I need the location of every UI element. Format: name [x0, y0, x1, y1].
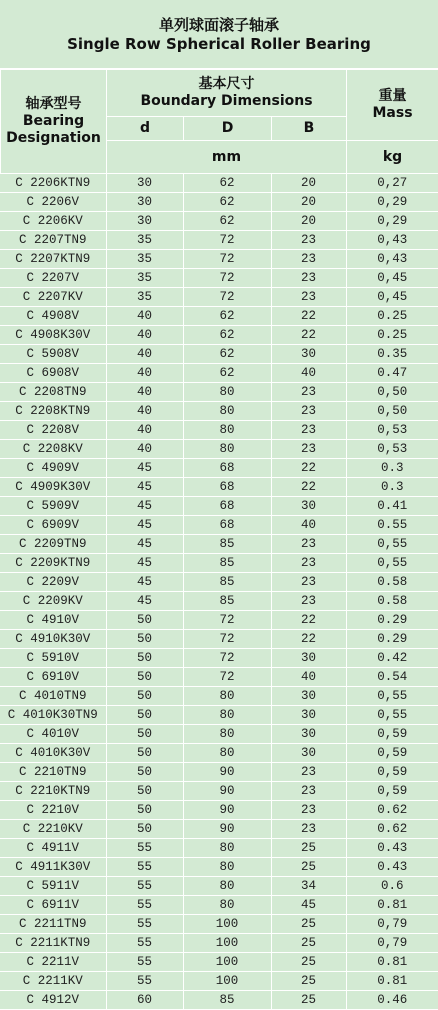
cell-designation: C 2211V [0, 953, 106, 972]
cell-designation: C 2207KV [0, 288, 106, 307]
cell-B: 25 [271, 915, 346, 934]
table-row [0, 896, 438, 915]
table-row [0, 763, 438, 782]
cell-D: 68 [183, 497, 271, 516]
cell-designation: C 4908K30V [0, 326, 106, 345]
cell-d: 45 [106, 592, 183, 611]
cell-designation: C 6909V [0, 516, 106, 535]
table-row [0, 725, 438, 744]
mass-header [347, 70, 438, 141]
cell-D: 62 [183, 193, 271, 212]
cell-B: 23 [271, 554, 346, 573]
table-row [0, 592, 438, 611]
cell-designation: C 2209KV [0, 592, 106, 611]
dimensions-header-en: Boundary Dimensions [140, 93, 313, 109]
cell-D: 100 [183, 972, 271, 991]
table-row [0, 231, 438, 250]
cell-mass: 0.58 [346, 592, 438, 611]
cell-d: 40 [106, 364, 183, 383]
cell-B: 22 [271, 326, 346, 345]
cell-d: 55 [106, 877, 183, 896]
table-row [0, 953, 438, 972]
cell-mass: 0,50 [346, 383, 438, 402]
cell-d: 55 [106, 972, 183, 991]
cell-d: 30 [106, 212, 183, 231]
cell-D: 80 [183, 896, 271, 915]
cell-B: 23 [271, 573, 346, 592]
cell-D: 72 [183, 611, 271, 630]
cell-d: 35 [106, 269, 183, 288]
cell-D: 80 [183, 725, 271, 744]
cell-d: 50 [106, 782, 183, 801]
cell-D: 85 [183, 991, 271, 1010]
cell-designation: C 2207V [0, 269, 106, 288]
cell-mass: 0,27 [346, 174, 438, 193]
cell-d: 50 [106, 649, 183, 668]
cell-designation: C 2210TN9 [0, 763, 106, 782]
cell-mass: 0,29 [346, 212, 438, 231]
cell-d: 55 [106, 896, 183, 915]
cell-mass: 0.58 [346, 573, 438, 592]
col-header-d: d [107, 117, 184, 141]
cell-mass: 0.81 [346, 953, 438, 972]
cell-D: 80 [183, 402, 271, 421]
cell-d: 45 [106, 573, 183, 592]
table-row [0, 801, 438, 820]
cell-designation: C 2208V [0, 421, 106, 440]
cell-B: 45 [271, 896, 346, 915]
cell-D: 68 [183, 516, 271, 535]
cell-mass: 0.6 [346, 877, 438, 896]
cell-B: 34 [271, 877, 346, 896]
cell-mass: 0.81 [346, 896, 438, 915]
cell-designation: C 2207TN9 [0, 231, 106, 250]
table-row [0, 782, 438, 801]
cell-mass: 0,53 [346, 440, 438, 459]
cell-D: 85 [183, 535, 271, 554]
cell-mass: 0,79 [346, 915, 438, 934]
cell-D: 62 [183, 212, 271, 231]
cell-d: 45 [106, 535, 183, 554]
cell-B: 23 [271, 402, 346, 421]
cell-D: 90 [183, 782, 271, 801]
cell-designation: C 2208TN9 [0, 383, 106, 402]
cell-D: 90 [183, 801, 271, 820]
cell-designation: C 5909V [0, 497, 106, 516]
cell-d: 50 [106, 801, 183, 820]
table-row [0, 972, 438, 991]
cell-mass: 0,55 [346, 554, 438, 573]
cell-B: 23 [271, 269, 346, 288]
unit-mm: mm [107, 141, 347, 174]
cell-B: 23 [271, 763, 346, 782]
cell-d: 60 [106, 991, 183, 1010]
cell-mass: 0,55 [346, 535, 438, 554]
cell-d: 55 [106, 839, 183, 858]
cell-mass: 0,50 [346, 402, 438, 421]
cell-D: 72 [183, 288, 271, 307]
cell-B: 30 [271, 706, 346, 725]
table-row [0, 554, 438, 573]
cell-designation: C 2209KTN9 [0, 554, 106, 573]
cell-mass: 0.29 [346, 630, 438, 649]
cell-d: 30 [106, 193, 183, 212]
cell-D: 80 [183, 877, 271, 896]
cell-D: 85 [183, 592, 271, 611]
cell-B: 23 [271, 801, 346, 820]
designation-header [1, 70, 107, 174]
cell-mass: 0.25 [346, 326, 438, 345]
cell-d: 50 [106, 668, 183, 687]
cell-mass: 0,43 [346, 250, 438, 269]
cell-designation: C 2211KTN9 [0, 934, 106, 953]
cell-d: 40 [106, 402, 183, 421]
table-row [0, 364, 438, 383]
mass-header-en: Mass [372, 105, 413, 121]
cell-d: 45 [106, 459, 183, 478]
cell-mass: 0.81 [346, 972, 438, 991]
cell-D: 72 [183, 250, 271, 269]
cell-designation: C 2207KTN9 [0, 250, 106, 269]
cell-designation: C 4010K30V [0, 744, 106, 763]
cell-D: 80 [183, 687, 271, 706]
cell-d: 45 [106, 554, 183, 573]
cell-mass: 0.25 [346, 307, 438, 326]
cell-d: 50 [106, 820, 183, 839]
cell-d: 40 [106, 440, 183, 459]
table-row [0, 288, 438, 307]
table-row [0, 250, 438, 269]
table-row [0, 383, 438, 402]
cell-designation: C 2208KTN9 [0, 402, 106, 421]
cell-D: 90 [183, 820, 271, 839]
table-row [0, 535, 438, 554]
title-chinese: 单列球面滚子轴承 [158, 16, 279, 34]
table-row [0, 174, 438, 193]
cell-B: 30 [271, 744, 346, 763]
cell-d: 55 [106, 915, 183, 934]
cell-B: 25 [271, 972, 346, 991]
col-header-B: B [272, 117, 347, 141]
cell-d: 55 [106, 934, 183, 953]
cell-designation: C 6908V [0, 364, 106, 383]
table-row [0, 193, 438, 212]
cell-designation: C 4910K30V [0, 630, 106, 649]
designation-header-zh: 轴承型号 [25, 96, 82, 112]
table-row [0, 440, 438, 459]
cell-designation: C 4010V [0, 725, 106, 744]
cell-mass: 0,79 [346, 934, 438, 953]
dimensions-header-zh: 基本尺寸 [198, 76, 255, 92]
cell-D: 68 [183, 459, 271, 478]
cell-d: 35 [106, 250, 183, 269]
table-row [0, 706, 438, 725]
cell-B: 23 [271, 231, 346, 250]
cell-d: 40 [106, 383, 183, 402]
cell-designation: C 4909V [0, 459, 106, 478]
table-row [0, 991, 438, 1010]
cell-mass: 0,45 [346, 288, 438, 307]
cell-D: 80 [183, 421, 271, 440]
cell-B: 22 [271, 478, 346, 497]
table-row [0, 668, 438, 687]
cell-designation: C 5910V [0, 649, 106, 668]
cell-B: 20 [271, 212, 346, 231]
cell-mass: 0,55 [346, 706, 438, 725]
cell-D: 100 [183, 915, 271, 934]
cell-B: 40 [271, 668, 346, 687]
cell-designation: C 2211KV [0, 972, 106, 991]
cell-d: 50 [106, 706, 183, 725]
cell-B: 25 [271, 934, 346, 953]
cell-d: 35 [106, 288, 183, 307]
cell-mass: 0.54 [346, 668, 438, 687]
designation-header-en2: Designation [6, 130, 101, 146]
cell-B: 25 [271, 858, 346, 877]
table-row [0, 307, 438, 326]
cell-D: 90 [183, 763, 271, 782]
cell-mass: 0,59 [346, 725, 438, 744]
cell-d: 40 [106, 307, 183, 326]
cell-d: 40 [106, 345, 183, 364]
cell-D: 68 [183, 478, 271, 497]
table-row [0, 459, 438, 478]
table-row [0, 877, 438, 896]
cell-mass: 0,55 [346, 687, 438, 706]
cell-B: 23 [271, 782, 346, 801]
cell-D: 62 [183, 364, 271, 383]
cell-d: 50 [106, 744, 183, 763]
cell-d: 50 [106, 763, 183, 782]
cell-designation: C 6910V [0, 668, 106, 687]
cell-mass: 0.3 [346, 459, 438, 478]
cell-D: 72 [183, 269, 271, 288]
cell-B: 30 [271, 345, 346, 364]
table-row [0, 478, 438, 497]
cell-D: 100 [183, 934, 271, 953]
cell-designation: C 4908V [0, 307, 106, 326]
cell-D: 80 [183, 858, 271, 877]
cell-D: 80 [183, 706, 271, 725]
cell-designation: C 4911V [0, 839, 106, 858]
cell-mass: 0,59 [346, 782, 438, 801]
cell-designation: C 4010TN9 [0, 687, 106, 706]
table-row [0, 497, 438, 516]
cell-designation: C 4010K30TN9 [0, 706, 106, 725]
cell-designation: C 2206KV [0, 212, 106, 231]
designation-header-en1: Bearing [22, 113, 85, 129]
cell-D: 80 [183, 383, 271, 402]
cell-B: 25 [271, 839, 346, 858]
cell-D: 62 [183, 345, 271, 364]
table-row [0, 858, 438, 877]
cell-designation: C 2210KTN9 [0, 782, 106, 801]
cell-mass: 0,45 [346, 269, 438, 288]
table-row [0, 421, 438, 440]
table-row [0, 630, 438, 649]
table-title [0, 0, 438, 69]
mass-header-zh: 重量 [378, 88, 407, 104]
cell-B: 30 [271, 497, 346, 516]
cell-B: 22 [271, 611, 346, 630]
cell-D: 72 [183, 630, 271, 649]
cell-d: 40 [106, 326, 183, 345]
cell-B: 23 [271, 535, 346, 554]
dimensions-header [107, 70, 347, 117]
table-row [0, 934, 438, 953]
cell-mass: 0.43 [346, 858, 438, 877]
cell-mass: 0.62 [346, 820, 438, 839]
table-row [0, 820, 438, 839]
cell-designation: C 4911K30V [0, 858, 106, 877]
unit-kg: kg [347, 141, 438, 174]
cell-designation: C 2208KV [0, 440, 106, 459]
cell-designation: C 2211TN9 [0, 915, 106, 934]
cell-designation: C 5911V [0, 877, 106, 896]
cell-d: 40 [106, 421, 183, 440]
table-row [0, 915, 438, 934]
cell-d: 45 [106, 516, 183, 535]
cell-mass: 0.55 [346, 516, 438, 535]
cell-designation: C 6911V [0, 896, 106, 915]
cell-d: 55 [106, 953, 183, 972]
table-row [0, 839, 438, 858]
table-row [0, 687, 438, 706]
cell-B: 30 [271, 649, 346, 668]
cell-designation: C 2209TN9 [0, 535, 106, 554]
cell-mass: 0,59 [346, 744, 438, 763]
cell-designation: C 2210KV [0, 820, 106, 839]
cell-B: 22 [271, 459, 346, 478]
cell-d: 50 [106, 725, 183, 744]
cell-mass: 0,29 [346, 193, 438, 212]
table-row [0, 269, 438, 288]
cell-B: 23 [271, 383, 346, 402]
cell-mass: 0.62 [346, 801, 438, 820]
cell-d: 50 [106, 611, 183, 630]
cell-mass: 0.46 [346, 991, 438, 1010]
cell-designation: C 4909K30V [0, 478, 106, 497]
cell-designation: C 2210V [0, 801, 106, 820]
cell-designation: C 2206V [0, 193, 106, 212]
table-header [0, 69, 438, 174]
cell-mass: 0,43 [346, 231, 438, 250]
cell-designation: C 4910V [0, 611, 106, 630]
cell-designation: C 4912V [0, 991, 106, 1010]
cell-B: 40 [271, 516, 346, 535]
table-row [0, 649, 438, 668]
cell-B: 23 [271, 250, 346, 269]
cell-d: 55 [106, 858, 183, 877]
title-english: Single Row Spherical Roller Bearing [67, 35, 371, 53]
cell-d: 50 [106, 687, 183, 706]
table-row [0, 744, 438, 763]
table-row [0, 345, 438, 364]
table-row [0, 326, 438, 345]
table-row [0, 516, 438, 535]
cell-D: 80 [183, 744, 271, 763]
cell-B: 20 [271, 174, 346, 193]
table-row [0, 573, 438, 592]
cell-designation: C 2209V [0, 573, 106, 592]
cell-D: 72 [183, 668, 271, 687]
cell-B: 23 [271, 592, 346, 611]
col-header-D: D [184, 117, 272, 141]
cell-mass: 0.29 [346, 611, 438, 630]
cell-d: 45 [106, 497, 183, 516]
cell-mass: 0.3 [346, 478, 438, 497]
cell-mass: 0.42 [346, 649, 438, 668]
cell-D: 85 [183, 573, 271, 592]
cell-mass: 0.41 [346, 497, 438, 516]
cell-mass: 0,53 [346, 421, 438, 440]
cell-d: 35 [106, 231, 183, 250]
cell-d: 50 [106, 630, 183, 649]
cell-B: 25 [271, 953, 346, 972]
cell-D: 100 [183, 953, 271, 972]
cell-B: 20 [271, 193, 346, 212]
cell-mass: 0.43 [346, 839, 438, 858]
cell-B: 30 [271, 725, 346, 744]
cell-designation: C 5908V [0, 345, 106, 364]
table-row [0, 611, 438, 630]
cell-D: 85 [183, 554, 271, 573]
table-row [0, 212, 438, 231]
cell-B: 40 [271, 364, 346, 383]
cell-B: 23 [271, 288, 346, 307]
cell-B: 25 [271, 991, 346, 1010]
cell-d: 30 [106, 174, 183, 193]
cell-B: 23 [271, 421, 346, 440]
cell-B: 22 [271, 630, 346, 649]
bearing-data-table [0, 174, 438, 1010]
cell-D: 80 [183, 839, 271, 858]
cell-d: 45 [106, 478, 183, 497]
cell-D: 62 [183, 307, 271, 326]
cell-D: 62 [183, 174, 271, 193]
cell-designation: C 2206KTN9 [0, 174, 106, 193]
cell-D: 80 [183, 440, 271, 459]
cell-mass: 0.47 [346, 364, 438, 383]
cell-B: 23 [271, 440, 346, 459]
cell-D: 62 [183, 326, 271, 345]
cell-B: 22 [271, 307, 346, 326]
cell-B: 30 [271, 687, 346, 706]
cell-D: 72 [183, 231, 271, 250]
cell-mass: 0.35 [346, 345, 438, 364]
cell-D: 72 [183, 649, 271, 668]
table-row [0, 402, 438, 421]
cell-B: 23 [271, 820, 346, 839]
cell-mass: 0,59 [346, 763, 438, 782]
